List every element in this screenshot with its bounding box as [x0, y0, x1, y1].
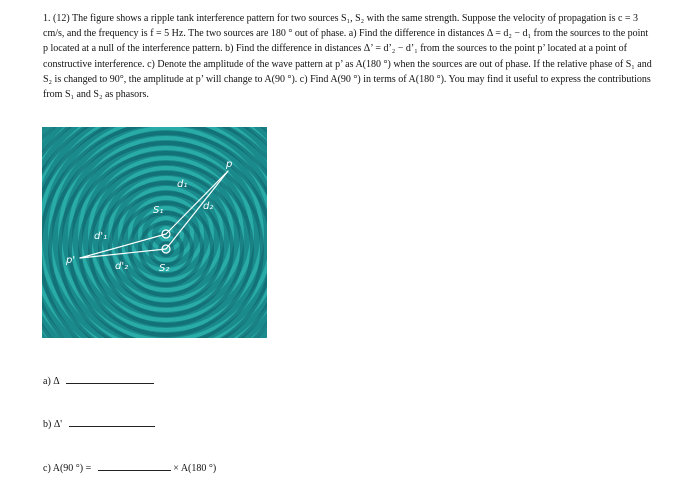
- problem-statement: 1. (12) The figure shows a ripple tank interference pattern for two sources S₁, S₂ with the same strength. Suppose the velocity of propagation is c = 3 cm/s, and the frequency is f = 5 Hz. The two sources are 180 ° out of phase. a) Find the difference in distances Δ = d₂ − d₁ from the sources to the point p located at a null of the interference pattern. b) Find the difference in distances Δ’ = d’₂ − d’₁ from the sources to the point p’ located at a point of constructive interference. c) Denote the amplitude of the wave pattern at p’ as A(180 °) when the sources are out of phase. If the relative phase of S₁ and S₂ is changed to 90°, the amplitude at p’ will change to A(90 °). c) Find A(90 °) in terms of A(180 °). You may find it useful to express the contributions from S₁ and S₂ as phasors.: [43, 13, 652, 101]
- label-p-prime: p': [66, 255, 76, 266]
- answer-b: [43, 417, 155, 430]
- label-d2: d₂: [203, 201, 214, 212]
- answer-c-label: c) A(90 °) =: [43, 463, 92, 474]
- label-s2: S₂: [159, 263, 170, 274]
- ripple-tank-figure: [42, 127, 267, 338]
- label-d1-prime: d'₁: [94, 231, 108, 242]
- answer-b-label: b) Δ': [43, 419, 63, 430]
- label-s1: S₁: [153, 205, 164, 216]
- answer-a-blank[interactable]: [66, 374, 154, 384]
- label-p: p: [226, 159, 233, 170]
- answer-c-suffix: × A(180 °): [173, 463, 217, 474]
- answer-a-label: a) Δ: [43, 376, 60, 387]
- answer-c: [43, 461, 216, 474]
- answer-c-blank[interactable]: [98, 461, 171, 471]
- answer-a: [43, 374, 154, 387]
- answer-b-blank[interactable]: [69, 417, 155, 427]
- label-d1: d₁: [177, 179, 188, 190]
- label-d2-prime: d'₂: [115, 261, 129, 272]
